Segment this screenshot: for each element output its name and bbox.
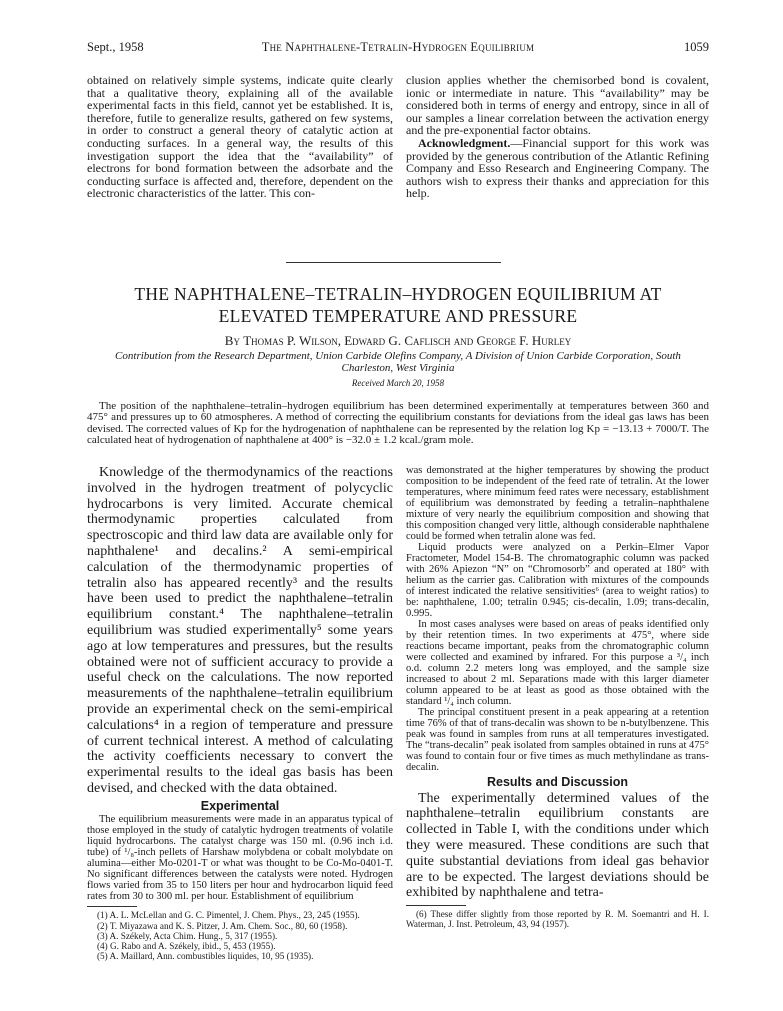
analysis-paragraph: Liquid products were analyzed on a Perkin–Elmer Vapor Fractometer, Model 154-B. The chromatographic column was packed with 26% Apiezon “N” on “Chromosorb” and operated at 180° with helium as the carrier gas. Calibration with mixtures of the compounds of interest indicated the relative sensitivities⁶ (area to weight ratios) to be: naphthalene, 1.00; tetralin 0.945; cis-decalin, 1.09; trans-decalin, 0.995. [406, 542, 709, 619]
footnote-3: (3) A. Székely, Acta Chim. Hung., 5, 317 (1955). [97, 930, 278, 941]
experimental-paragraph: The equilibrium measurements were made in an apparatus typical of those employed in the study of catalytic hydrogen treatments of volatile liquid hydrocarbons. The catalyst charge was 150 ml. (0.96 inch i.d. tube) of ¹/₈-inch pellets of Harshaw molybdena or cobalt molybdate on alumina—either Mo-0201-T or what was thought to be Co-Mo-0401-T. No significant differences between the catalysts were noted. Hydrogen flows varied from 35 to 150 liters per hour and hydrocarbon liquid feed rates from 30 to 300 ml. per hour. Establishment of equilibrium [87, 814, 393, 903]
footnotes-left [87, 910, 393, 961]
author-names: Thomas P. Wilson, Edward G. Caflisch and George F. Hurley [243, 333, 572, 348]
results-paragraph: The experimentally determined values of the naphthalene–tetralin equilibrium constants are collected in Table I, with the conditions under which they were measured. These conditions are such that quite substantial deviations from ideal gas behavior are to be expected. The largest deviations should be exhibited by naphthalene and tetra- [406, 790, 709, 901]
affiliation-line-2: Charleston, West Virginia [341, 362, 455, 374]
previous-article-column-left [87, 74, 393, 200]
article-title [87, 283, 709, 327]
article-divider [286, 262, 501, 263]
results-heading: Results and Discussion [486, 775, 628, 789]
article-column-left [87, 465, 393, 961]
footnote-2: (2) T. Miyazawa and K. S. Pitzer, J. Am. Chem. Soc., 80, 60 (1958). [97, 920, 348, 931]
affiliation-line-1: Contribution from the Research Department, Union Carbide Olefins Company, A Division of Union Carbide Corporation, South [115, 350, 681, 362]
previous-article-conclusion: clusion applies whether the chemisorbed bond is covalent, ionic or intermediate in nature. This “availability” may be considered both in terms of energy and entropy, since in all of our samples a linear correlation between the activation energy and the pre-exponential factor obtains. [406, 73, 709, 138]
footnote-rule-left [87, 906, 137, 907]
article-title-line-1: THE NAPHTHALENE–TETRALIN–HYDROGEN EQUILIBRIUM AT [134, 284, 662, 304]
previous-article-column-right [406, 74, 709, 200]
introduction-paragraph: Knowledge of the thermodynamics of the reactions involved in the hydrogen treatment of polycyclic hydrocarbons is very limited. Accurate chemical thermodynamic properties calculated from spectroscopic and third law data are available only for naphthalene¹ and decalins.² A semi-empirical calculation of the thermodynamic properties of tetralin also has appeared recently³ and the results have been used to predict the naphthalene–tetralin equilibrium constant.⁴ The naphthalene–tetralin equilibrium was studied experimentally⁵ some years ago at low temperatures and pressures, but the results obtained were not of sufficient accuracy to provide a useful check on the calculations. The now reported measurements of the naphthalene–tetralin equilibrium provide an experimental check on the semi-empirical calculations⁴ in a region of temperature and pressure of current technical interest. A method of calculating the activity coefficients necessary to convert the experimental results to the ideal gas basis has been devised, and checked with the data obtained. [87, 465, 393, 796]
page-number: 1059 [684, 40, 709, 54]
footnotes-right [406, 909, 709, 929]
abstract: The position of the naphthalene–tetralin–hydrogen equilibrium has been determined experimentally at temperatures between 360 and 475° and pressures up to 60 atmospheres. A method of correcting the equilibrium constants for deviations from the ideal gas laws has been devised. The corrected values of Kp for the hydrogenation of naphthalene can be represented by the relation log Kp = −13.13 + 7000/T. The calculated heat of hydrogenation of naphthalene at 400° is −32.0 ± 1.2 kcal./gram mole. [87, 400, 709, 447]
acknowledgment-heading: Acknowledgment. [418, 135, 511, 150]
previous-article-text: obtained on relatively simple systems, indicate quite clearly that a qualitative theory, explaining all of the available experimental facts in this field, cannot yet be established. It is, therefore, futile to generalize results, gathered on few systems, in order to construct a general theory of catalytic action at conducting surfaces. In a general way, the results of this investigation support the idea that the “availability” of electrons for bond formation between the adsorbate and the conducting surface is affected and, therefore, dependent on the electronic characteristics of the latter. This con- [87, 73, 393, 201]
acknowledgment-paragraph [406, 137, 709, 200]
identification-paragraph: In most cases analyses were based on areas of peaks identified only by their retention times. In two experiments at 475°, where side reactions became important, peaks from the chromatographic column were collected and examined by infrared. For this purpose a ³/₄ inch o.d. column 2.2 meters long was employed, and the sample size increased to about 2 ml. Separations made with this larger diameter column appeared to be at least as good as those obtained with the standard ¹/₄ inch column. [406, 619, 709, 707]
affiliation [87, 350, 709, 374]
footnote-rule-right [406, 905, 466, 906]
issue-date: Sept., 1958 [87, 40, 144, 54]
footnote-6: (6) These differ slightly from those reported by R. M. Soemantri and H. I. Waterman, J. Inst. Petroleum, 43, 94 (1957). [406, 909, 709, 930]
footnote-4: (4) G. Rabo and A. Székely, ibid., 5, 453 (1955). [97, 940, 276, 951]
article-title-line-2: ELEVATED TEMPERATURE AND PRESSURE [218, 306, 578, 326]
article-column-right [406, 465, 709, 930]
by-label: By [224, 333, 240, 348]
experimental-heading: Experimental [200, 798, 280, 813]
author-line [87, 333, 709, 349]
footnote-5: (5) A. Maillard, Ann. combustibles liquides, 10, 95 (1935). [97, 951, 314, 962]
constituent-paragraph: The principal constituent present in a peak appearing at a retention time 76% of that of trans-decalin was shown to be n-butylbenzene. This peak was found in samples from runs at all temperatures investigated. The “trans-decalin” peak isolated from samples obtained in runs at 475° was found to contain four or five times as much methylindane as trans-decalin. [406, 707, 709, 773]
acknowledgment-text: —Financial support for this work was provided by the generous contribution of the Atlantic Refining Company and Esso Research and Engineering Company. The authors wish to express their thanks and appreciation for this help. [406, 135, 709, 201]
received-date: Received March 20, 1958 [351, 378, 445, 388]
footnote-1: (1) A. L. McLellan and G. C. Pimentel, J. Chem. Phys., 23, 245 (1955). [97, 910, 360, 921]
equilibrium-paragraph: was demonstrated at the higher temperatures by showing the product composition to be independent of the feed rate of tetralin. At the lower temperatures, where minimum feed rates were necessary, establishment of equilibrium was demonstrated by feeding a tetralin–naphthalene mixture of very nearly the equilibrium composition and showing that this composition changed very little, although considerable naphthalene could be formed when tetralin alone was fed. [406, 465, 709, 542]
running-title: The Naphthalene-Tetralin-Hydrogen Equilibrium [261, 40, 535, 54]
